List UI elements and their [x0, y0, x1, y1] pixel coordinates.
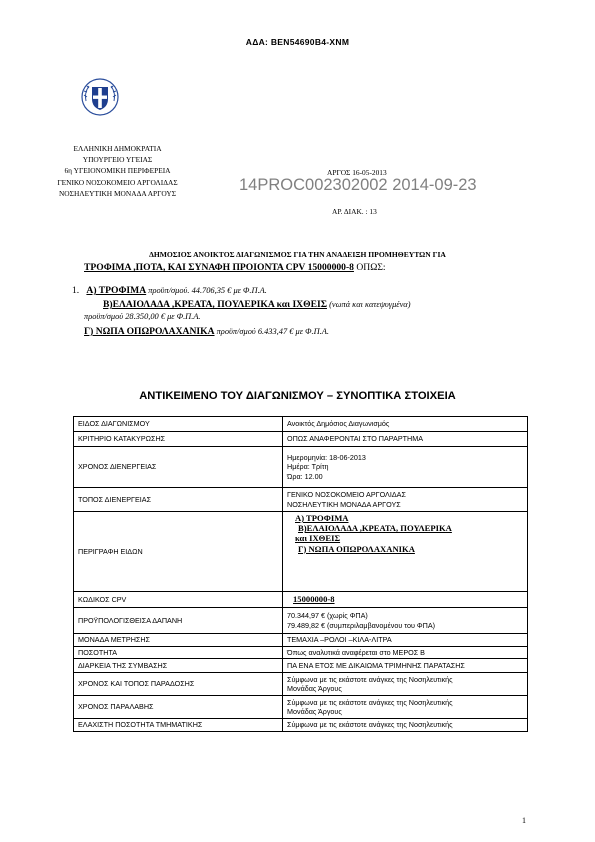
- authority-line: ΕΛΛΗΝΙΚΗ ΔΗΜΟΚΡΑΤΙΑ: [73, 144, 162, 153]
- item-a-label: Α) ΤΡΟΦΙΜΑ: [86, 285, 147, 296]
- table-row: [74, 447, 528, 488]
- item-number: 1.: [72, 285, 80, 296]
- ada-code: ΑΔΑ: ΒΕΝ54690Β4-ΧΝΜ: [245, 37, 350, 47]
- row-value: [283, 696, 528, 719]
- row-value: [283, 512, 528, 592]
- row-value: [283, 447, 528, 488]
- description-line: Β)ΕΛΑΙΟΛΑΔΑ ,ΚΡΕΑΤΑ, ΠΟΥΛΕΡΙΚΑ: [298, 523, 452, 534]
- row-value: [283, 592, 528, 608]
- value-line: ΓΕΝΙΚΟ ΝΟΣΟΚΟΜΕΙΟ ΑΡΓΟΛΙΔΑΣ: [287, 489, 406, 499]
- table-row: [74, 512, 528, 592]
- greek-coat-of-arms-icon: [80, 77, 120, 117]
- value-line: Σύμφωνα με τις εκάστοτε ανάγκες της Νοσηλευτικής: [287, 697, 453, 707]
- registry-stamp: 14PROC002302002 2014-09-23: [239, 176, 477, 194]
- row-value: Όπως αναλυτικά αναφέρεται στο ΜΕΡΟΣ Β: [283, 646, 528, 659]
- table-row: [74, 696, 528, 719]
- table-row: [74, 592, 528, 608]
- row-value: ΠΑ ΕΝΑ ΕΤΟΣ ΜΕ ΔΙΚΑΙΩΜΑ ΤΡΙΜΗΝΗΣ ΠΑΡΑΤΑΣΗΣ: [283, 659, 528, 673]
- item-b-label: Β)ΕΛΑΙΟΛΑΔΑ ,ΚΡΕΑΤΑ, ΠΟΥΛΕΡΙΚΑ και ΙΧΘΕΙΣ: [103, 299, 327, 310]
- row-value: [283, 673, 528, 696]
- value-line: 70.344,97 € (χωρίς ΦΠΑ): [287, 610, 368, 620]
- row-value: ΟΠΩΣ ΑΝΑΦΕΡΟΝΤΑΙ ΣΤΟ ΠΑΡΑΡΤΗΜΑ: [283, 432, 528, 447]
- row-value: ΤΕΜΑΧΙΑ –ΡΟΛΟΙ –ΚΙΛΑ-ΛΙΤΡΑ: [283, 634, 528, 647]
- table-row: [74, 659, 528, 673]
- authority-line: ΝΟΣΗΛΕΥΤΙΚΗ ΜΟΝΑΔΑ ΑΡΓΟΥΣ: [58, 188, 177, 198]
- value-line: Ημέρα: Τρίτη: [287, 462, 329, 472]
- item-a-budget: προϋπ/σμού. 44.706,35 € με Φ.Π.Α.: [146, 286, 267, 295]
- description-line: Α) ΤΡΟΦΙΜΑ: [295, 513, 349, 523]
- item-b: [103, 299, 411, 310]
- table-row: [74, 432, 528, 447]
- row-label: ΧΡΟΝΟΣ ΠΑΡΑΛΑΒΗΣ: [74, 696, 283, 719]
- authority-line: 6η ΥΓΕΙΟΝΟΜΙΚΗ ΠΕΡΙΦΕΡΕΙΑ: [64, 166, 171, 176]
- title-subject: ΤΡΟΦΙΜΑ ,ΠΟΤΑ, ΚΑΙ ΣΥΝΑΦΗ ΠΡΟΙΟΝΤΑ CPV 15000000-8: [84, 262, 354, 273]
- table-row: [74, 634, 528, 647]
- value-line: Μονάδας Άργους: [287, 684, 342, 694]
- table-row: [74, 673, 528, 696]
- item-c: [84, 326, 329, 337]
- value-line: Μονάδας Άργους: [287, 707, 342, 717]
- value-line: 79.489,82 € (συμπεριλαμβανομένου του ΦΠΑ): [287, 620, 436, 630]
- row-label: ΠΡΟΫΠΟΛΟΓΙΣΘΕΙΣΑ ΔΑΠΑΝΗ: [74, 608, 283, 634]
- item-a: [72, 285, 267, 296]
- row-value: [283, 608, 528, 634]
- row-value: Ανοικτός Δημόσιος Διαγωνισμός: [283, 417, 528, 432]
- description-line: Γ) ΝΩΠΑ ΟΠΩΡΟΛΑΧΑΝΙΚΑ: [298, 543, 415, 554]
- value-line: Ώρα: 12.00: [287, 471, 323, 481]
- title-line-1: ΔΗΜΟΣΙΟΣ ΑΝΟΙΚΤΟΣ ΔΙΑΓΩΝΙΣΜΟΣ ΓΙΑ ΤΗΝ ΑΝΑΔΕΙΞΗ ΠΡΟΜΗΘΕΥΤΩΝ ΓΙΑ: [149, 250, 446, 259]
- table-row: [74, 719, 528, 732]
- page-number: 1: [522, 816, 526, 825]
- city-date: ΑΡΓΟΣ 16-05-2013: [327, 168, 387, 177]
- row-label: ΧΡΟΝΟΣ ΚΑΙ ΤΟΠΟΣ ΠΑΡΑΔΟΣΗΣ: [74, 673, 283, 696]
- authority-line: ΓΕΝΙΚΟ ΝΟΣΟΚΟΜΕΙΟ ΑΡΓΟΛΙΔΑΣ: [57, 177, 178, 187]
- value-line: Ημερομηνία: 18-06-2013: [287, 452, 366, 462]
- item-c-label: Γ) ΝΩΠΑ ΟΠΩΡΟΛΑΧΑΝΙΚΑ: [84, 326, 215, 337]
- cpv-code: 15000000-8: [293, 594, 335, 605]
- row-label: ΧΡΟΝΟΣ ΔΙΕΝΕΡΓΕΙΑΣ: [74, 447, 283, 488]
- item-b-budget: προϋπ/σμού 28.350,00 € με Φ.Π.Α.: [84, 312, 201, 321]
- title-line-2: [84, 262, 386, 273]
- item-c-budget: προϋπ/σμού 6.433,47 € με Φ.Π.Α.: [214, 327, 329, 336]
- title-tail: ΟΠΩΣ:: [353, 262, 386, 273]
- table-row: [74, 417, 528, 432]
- row-label: ΕΙΔΟΣ ΔΙΑΓΩΝΙΣΜΟΥ: [74, 417, 283, 432]
- table-row: [74, 646, 528, 659]
- row-value: Σύμφωνα με τις εκάστοτε ανάγκες της Νοσηλευτικής: [283, 719, 528, 732]
- row-label: ΚΩΔΙΚΟΣ CPV: [74, 592, 283, 608]
- summary-table: [73, 416, 525, 732]
- description-line: και ΙΧΘΕΙΣ: [295, 533, 341, 544]
- row-label: ΠΕΡΙΓΡΑΦΗ ΕΙΔΩΝ: [74, 512, 283, 592]
- row-label: ΜΟΝΑΔΑ ΜΕΤΡΗΣΗΣ: [74, 634, 283, 647]
- authority-line: ΥΠΟΥΡΓΕΙΟ ΥΓΕΙΑΣ: [82, 155, 153, 165]
- item-b-budget-line: [84, 311, 201, 322]
- row-label: ΚΡΙΤΗΡΙΟ ΚΑΤΑΚΥΡΩΣΗΣ: [74, 432, 283, 447]
- item-b-note: (νωπά και κατεψυγμένα): [326, 300, 411, 309]
- issuing-authority: [50, 143, 185, 199]
- row-label: ΔΙΑΡΚΕΙΑ ΤΗΣ ΣΥΜΒΑΣΗΣ: [74, 659, 283, 673]
- row-label: ΕΛΑΧΙΣΤΗ ΠΟΣΟΤΗΤΑ ΤΜΗΜΑΤΙΚΗΣ: [74, 719, 283, 732]
- row-value: [283, 488, 528, 512]
- row-label: ΤΟΠΟΣ ΔΙΕΝΕΡΓΕΙΑΣ: [74, 488, 283, 512]
- table-row: [74, 488, 528, 512]
- value-line: Σύμφωνα με τις εκάστοτε ανάγκες της Νοσηλευτικής: [287, 674, 453, 684]
- protocol-number: ΑΡ. ΔΙΑΚ. : 13: [332, 207, 377, 216]
- row-label: ΠΟΣΟΤΗΤΑ: [74, 646, 283, 659]
- section-heading: ΑΝΤΙΚΕΙΜΕΝΟ ΤΟΥ ΔΙΑΓΩΝΙΣΜΟΥ – ΣΥΝΟΠΤΙΚΑ ΣΤΟΙΧΕΙΑ: [139, 390, 456, 402]
- value-line: ΝΟΣΗΛΕΥΤΙΚΗ ΜΟΝΑΔΑ ΑΡΓΟΥΣ: [287, 499, 401, 509]
- table-row: [74, 608, 528, 634]
